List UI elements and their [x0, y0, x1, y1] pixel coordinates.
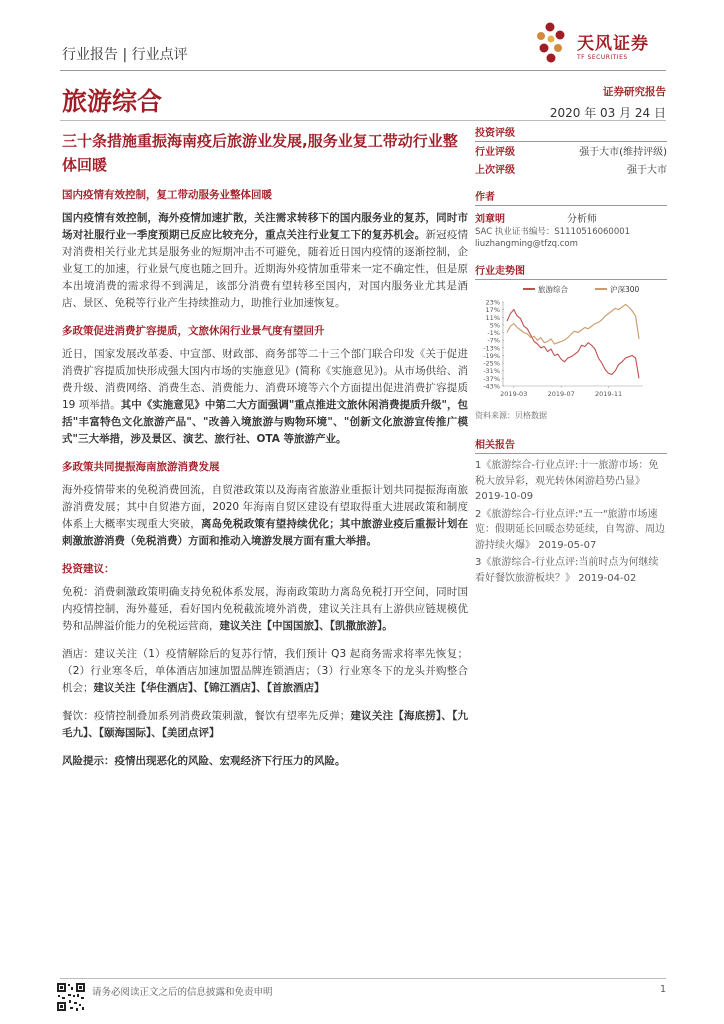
related-item[interactable] [475, 555, 667, 586]
paragraph [62, 210, 468, 312]
author-email[interactable]: liuzhangming@tfzq.com [475, 239, 578, 249]
prev-rating-value: 强于大市 [627, 165, 667, 176]
author-role: 分析师 [567, 214, 597, 225]
emphasis-text: 建议关注【海底捞】、【九毛九】、【颐海国际】、【美团点评】 [62, 710, 469, 739]
report-date: 2020 年 03 月 24 日 [549, 106, 666, 120]
y-tick-label: 17% [485, 306, 500, 315]
rating-value: 强于大市(维持评级) [579, 147, 667, 158]
y-tick-label: -7% [487, 336, 500, 345]
body-text: 酒店：建议关注（1）疫情解除后的复苏行情，我们预计 Q3 起商务需求将率先恢复；（2）行业寒冬后，单体酒店加速加盟品牌连锁酒店；（3）行业寒冬下的龙头并购整合机会； [62, 648, 468, 694]
paragraph [62, 708, 468, 742]
rating-row [475, 144, 667, 162]
page-number: 1 [659, 984, 666, 995]
author-name: 刘章明 [475, 214, 505, 225]
section-heading: 多政策共同提振海南旅游消费发展 [62, 461, 220, 473]
body-text: 近日，国家发展改革委、中宣部、财政部、商务部等二十三个部门联合印发《关于促进消费扩容提质加快形成强大国内市场的实施意见》(简称《实施意见》)。从市场供给、消费升级、消费网络、消费生态、消费能力、消费环境等六个方面提出促进消费扩容提质 19 项举措。 [62, 348, 468, 411]
trend-heading: 行业走势图 [475, 266, 525, 277]
brand-name-en: TF SECURITIES [577, 54, 628, 61]
sector-title: 旅游综合 [62, 87, 163, 116]
related-item[interactable] [475, 507, 667, 554]
legend-label: 旅游综合 [538, 285, 568, 294]
paragraph [62, 753, 468, 770]
related-title[interactable]: 2《旅游综合-行业点评:"五一"旅游市场速览：假期延长回暖态势延续，自驾游、周边游持续火爆》 [475, 508, 665, 551]
prev-rating-label: 上次评级 [475, 165, 515, 176]
brand-logo [533, 18, 668, 68]
logo-flower-icon [533, 18, 573, 66]
qr-code-icon [56, 982, 86, 1012]
rating-block [475, 124, 667, 180]
report-category: 行业报告 | 行业点评 [62, 47, 188, 63]
trend-block [475, 262, 667, 280]
series-line [507, 305, 639, 345]
body-text: 免税：消费刺激政策明确支持免税体系发展，海南政策助力离岛免税打开空间，同时国内疫情控制，海外蔓延，看好国内免税截流境外消费，建议关注具有上游供应链规模优势和品牌溢价能力的免税运营商， [62, 586, 468, 632]
author-heading: 作者 [475, 192, 495, 203]
report-type: 证券研究报告 [603, 86, 666, 98]
y-tick-label: 5% [489, 321, 500, 330]
footer-divider [60, 978, 666, 979]
related-title[interactable]: 1《旅游综合-行业点评:十一旅游市场：免税大放异彩，观光转休闲游趋势凸显》 [475, 460, 659, 487]
legend-label: 沪深300 [610, 285, 640, 294]
y-tick-label: -1% [487, 329, 500, 338]
related-heading: 相关报告 [475, 440, 515, 451]
emphasis-text: 国内疫情有效控制，海外疫情加速扩散，关注需求转移下的国内服务业的复苏，同时市场对社服行业一季度预期已反应比较充分，重点关注行业复工下的复苏机会。 [62, 212, 468, 241]
emphasis-text: 离岛免税政策有望持续优化；其中旅游业疫后重振计划在刺激旅游消费（免税消费）方面和推动入境游发展方面有重大举措。 [62, 518, 469, 547]
footer-disclaimer: 请务必阅读正文之后的信息披露和免责申明 [92, 987, 273, 998]
summary-body [62, 187, 468, 781]
y-tick-label: -25% [483, 359, 500, 368]
paragraph [62, 482, 468, 550]
prev-rating-row [475, 162, 667, 180]
related-date: 2019-10-09 [475, 491, 534, 502]
y-tick-label: -19% [483, 351, 500, 360]
rating-heading: 投资评级 [475, 128, 515, 139]
rating-label: 行业评级 [475, 147, 515, 158]
y-tick-label: -13% [483, 344, 500, 353]
header-divider [60, 70, 666, 71]
related-date: 2019-04-02 [578, 572, 637, 584]
body-text: 海外疫情带来的免税消费回流，自贸港政策以及海南省旅游业重振计划共同提振海南旅游消费发展；其中自贸港方面，2020 年海南自贸区建设有望取得重大进展政策和制度体系上大概率实现重大突破， [62, 484, 468, 530]
related-item[interactable] [475, 458, 667, 505]
body-text: 餐饮：疫情控制叠加系列消费政策刺激，餐饮有望率先反弹； [62, 710, 351, 722]
emphasis-text: 其中《实施意见》中第二大方面强调"重点推进文旅休闲消费提质升级"，包括"丰富特色文化旅游产品"、"改善入境旅游与购物环境"、"创新文化旅游宣传推广模式"三大举措，涉及景区、演艺、旅行社、OTA 等旅游产业。 [62, 399, 468, 445]
paragraph [62, 584, 468, 635]
emphasis-text: 建议关注【中国国旅】、【凯撒旅游】。 [219, 620, 393, 632]
x-tick-label: 2019-11 [594, 390, 623, 398]
risk-text: 疫情出现恶化的风险、宏观经济下行压力的风险。 [114, 755, 346, 767]
divider [475, 141, 667, 142]
related-date: 2019-05-07 [538, 539, 597, 551]
related-block [475, 436, 667, 588]
y-tick-label: -37% [483, 374, 500, 383]
related-title[interactable]: 3《旅游综合-行业点评:当前时点为何继续看好餐饮旅游板块？》 [475, 557, 659, 584]
body-text: 新冠疫情对消费相关行业尤其是服务业的短期冲击不可避免，随着近日国内疫情的逐渐控制，企业复工的加速，行业景气度也随之回升。近期海外疫情加重带来一定不确定性，但是原本出境消费的需求得不到满足，该部分消费有望转移至国内，对国内服务业尤其是酒店、景区、免税等行业产生持续推动力，助推行业加速恢复。 [62, 229, 469, 309]
paragraph [62, 346, 468, 448]
y-tick-label: -31% [483, 367, 500, 376]
author-block [475, 188, 667, 250]
y-tick-label: -43% [483, 382, 500, 391]
author-name-row [475, 213, 667, 226]
emphasis-text: 建议关注【华住酒店】、【锦江酒店】、【首旅酒店】 [93, 682, 325, 694]
section-heading: 多政策促进消费扩容提质，文旅休闲行业景气度有望回升 [62, 325, 325, 337]
section-heading: 国内疫情有效控制，复工带动服务业整体回暖 [62, 189, 272, 201]
related-list [475, 458, 667, 586]
x-tick-label: 2019-03 [500, 390, 528, 398]
brand-name-cn: 天风证券 [577, 34, 649, 54]
report-title: 三十条措施重振海南疫后旅游业发展,服务业复工带动行业整体回暖 [62, 132, 458, 174]
paragraph [62, 646, 468, 697]
divider [475, 205, 667, 206]
chart-source: 资料来源：贝格数据 [475, 411, 547, 420]
y-tick-label: 23% [485, 298, 500, 307]
author-sac: SAC 执业证书编号：S1110516060001 [475, 227, 631, 237]
series-line [507, 310, 639, 379]
trend-chart [473, 280, 667, 404]
title-divider [60, 120, 666, 121]
x-tick-label: 2019-07 [547, 390, 575, 398]
y-tick-label: 11% [485, 313, 500, 322]
divider [475, 453, 667, 454]
risk-label: 风险提示： [62, 755, 115, 767]
section-heading: 投资建议： [62, 563, 115, 575]
